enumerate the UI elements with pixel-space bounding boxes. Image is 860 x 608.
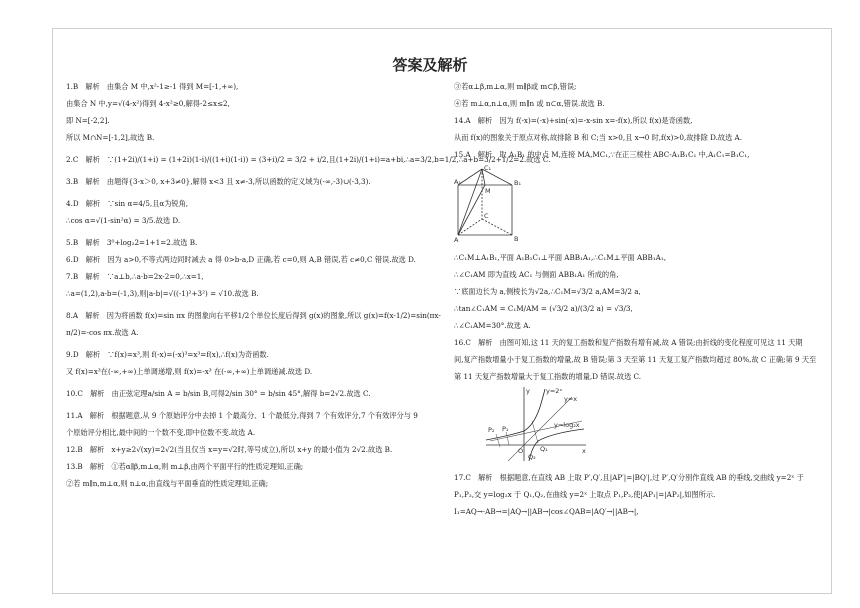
label-c: C [484,212,489,220]
answer-line: 9.D 解析 ∵f(x)=x³,则 f(-x)=(-x)³=x³=f(x),∴f(x)为奇函数. [66,350,269,359]
prism-figure [454,163,834,245]
label-p1: P₁ [502,425,509,433]
answer-line: π/2)=-cos πx.故选 A. [66,328,139,337]
answer-line: 1.B 解析 由集合 M 中,x²-1≥-1 得到 M=[-1,+∞), [66,82,239,91]
right-column [454,82,834,524]
answer-line: 14.A 解析 因为 f(-x)=(-x)+sin(-x)=-x-sin x=-f(x),所以 f(x)是奇函数, [454,116,693,125]
curve-figure [454,385,834,465]
answer-line: 又 f(x)=x³在(-∞,+∞)上单调递增,则 f(x)=-x³ 在(-∞,+∞)上单调递减.故选 D. [66,367,313,376]
label-y-log2x: y=log₂x [554,421,580,429]
answer-line: ②若 m∥n,m⊥α,则 n⊥α,由直线与平面垂直的性质定理知,正确; [66,479,269,488]
label-p2: P₂ [488,426,495,434]
answer-line: 12.B 解析 x+y≥2√(xy)=2√2(当且仅当 x=y=√2时,等号成立),所以 x+y 的最小值为 2√2.故选 B. [66,445,393,454]
answer-line: 13.B 解析 ①若α∥β,m⊥α,则 m⊥β,由两个平面平行的性质定理知,正确; [66,462,304,471]
answer-line: ∴∠C₁AM=30°.故选 A. [454,321,531,330]
answer-line: ④若 m⊥α,n⊥α,则 m∥n 或 n⊂α,错误.故选 B. [454,99,605,108]
label-x-axis: x [582,447,586,455]
answer-line: 5.B 解析 3⁰+log₂2=1+1=2.故选 B. [66,238,198,247]
answer-line: 2.C 解析 ∵(1+2i)/(1+i) = (1+2i)(1-i)/((1+i)(1-i)) = (3+i)/2 = 3/2 + i/2,且(1+2i)/(1+i)=a+bi,∴a=3/2,b=1/2,∴a+b=3/2+1/2=2.故选 C. [66,155,551,164]
answer-line: 15.A 解析 取 A₁B₁ 的中点 M,连接 MA,MC₁,∵在正三棱柱 ABC-A₁B₁C₁ 中,A₁C₁=B₁C₁, [454,150,750,159]
answer-line: 第 11 天复产指数增量大于复工指数的增量,D 错误.故选 C. [454,372,642,381]
label-m: M [485,187,491,195]
label-q1: Q₁ [540,445,548,453]
label-q2: Q₂ [528,453,536,461]
label-y-2x: y=2ˣ [546,387,563,395]
answer-line: 所以 M∩N=[-1,2],故选 B. [66,133,155,142]
answer-line: 即 N=[-2,2]. [66,116,110,125]
answer-line: 8.A 解析 因为将函数 f(x)=sin πx 的图象向右平移1/2个单位长度后得到 g(x)的图象,所以 g(x)=f(x-1/2)=sin(πx- [66,311,441,320]
label-b: B [514,235,519,243]
answer-line: 11.A 解析 根据题意,从 9 个原始评分中去掉 1 个最高分、1 个最低分,得到 7 个有效评分,7 个有效评分与 9 [66,411,418,420]
label-b1: B₁ [514,179,522,187]
answer-line: 由集合 N 中,y=√(4-x²)得到 4-x²≥0,解得-2≤x≤2, [66,99,230,108]
answer-line: 17.C 解析 根据题意,在直线 AB 上取 P′,Q′,且|AP′|=|BQ′|,过 P′,Q′分别作直线 AB 的垂线,交曲线 y=2ˣ 于 [454,473,804,482]
answer-line: ∴a=(1,2),a-b=(-1,3),则|a-b|=√((-1)²+3²) = √10.故选 B. [66,289,259,298]
label-origin: O [518,447,524,455]
answer-line: 3.B 解析 由题得{3-x＞0, x+3≠0},解得 x<3 且 x≠-3,所以函数的定义域为(-∞,-3)∪(-3,3). [66,177,371,186]
answer-line: 间,复产指数增量小于复工指数的增量,故 B 错误;第 3 天至第 11 天复工复产指数均超过 80%,故 C 正确;第 9 天至 [454,355,817,364]
answer-line: ∴C₁M⊥A₁B₁,平面 A₁B₁C₁⊥平面 ABB₁A₁,∴C₁M⊥平面 ABB₁A₁, [454,253,667,262]
answer-line: ∵底面边长为 a,侧棱长为√2a,∴C₁M=√3/2 a,AM=3/2 a, [454,287,641,296]
prism-diagram [454,163,574,243]
answer-line: 4.D 解析 ∵sin α=4/5,且α为锐角, [66,199,189,208]
label-y-axis: y [526,387,530,395]
exp-log-diagram [482,385,592,463]
label-y-eq-x: y=x [564,395,578,403]
label-a1: A₁ [454,178,462,186]
answer-line: ∴cos α=√(1-sin²α) = 3/5.故选 D. [66,216,181,225]
answer-line: 个原始评分相比,最中间的一个数不变,即中位数不变.故选 A. [66,428,256,437]
answer-line: 16.C 解析 由图可知,这 11 天的复工指数和复产指数有增有减,故 A 错误;由折线的变化程度可见这 11 天期 [454,338,803,347]
answer-line: 6.D 解析 因为 a>0,不等式两边同时减去 a 得 0>b-a,D 正确,若 c=0,则 A,B 错误,若 c≠0,C 错误.故选 D. [66,255,416,264]
answer-line: 10.C 解析 由正弦定理a/sin A = b/sin B,可得2/sin 30° = b/sin 45°,解得 b=2√2.故选 C. [66,389,371,398]
answer-line: ∴tan∠C₁AM = C₁M/AM = (√3/2 a)/(3/2 a) = √3/3, [454,304,633,313]
answer-line: P₁,P₂,交 y=log₂x 于 Q₁,Q₂,在曲线 y=2ˣ 上取点 P₁,P₂,使|AP₁|=|AP₂|,如图所示. [454,490,716,499]
answer-line: 从而 f(x)的图象关于原点对称,故排除 B 和 C;当 x>0,且 x→0 时,f(x)>0,故排除 D.故选 A. [454,133,743,142]
label-c1: C₁ [484,164,492,172]
answer-line: ③若α⊥β,m⊥α,则 m∥β或 m⊂β,错误; [454,82,577,91]
page-title: 答案及解析 [392,56,468,74]
answer-line: I₁=AQ→·AB→=|AQ→||AB→|cos∠QAB=|AQ′→||AB→|, [454,507,639,516]
answer-line: 7.B 解析 ∵a⊥b,∴a·b=2x-2=0,∴x=1, [66,272,204,281]
answer-line: ∴∠C₁AM 即为直线 AC₁ 与侧面 ABB₁A₁ 所成的角, [454,270,619,279]
label-a: A [454,236,459,244]
